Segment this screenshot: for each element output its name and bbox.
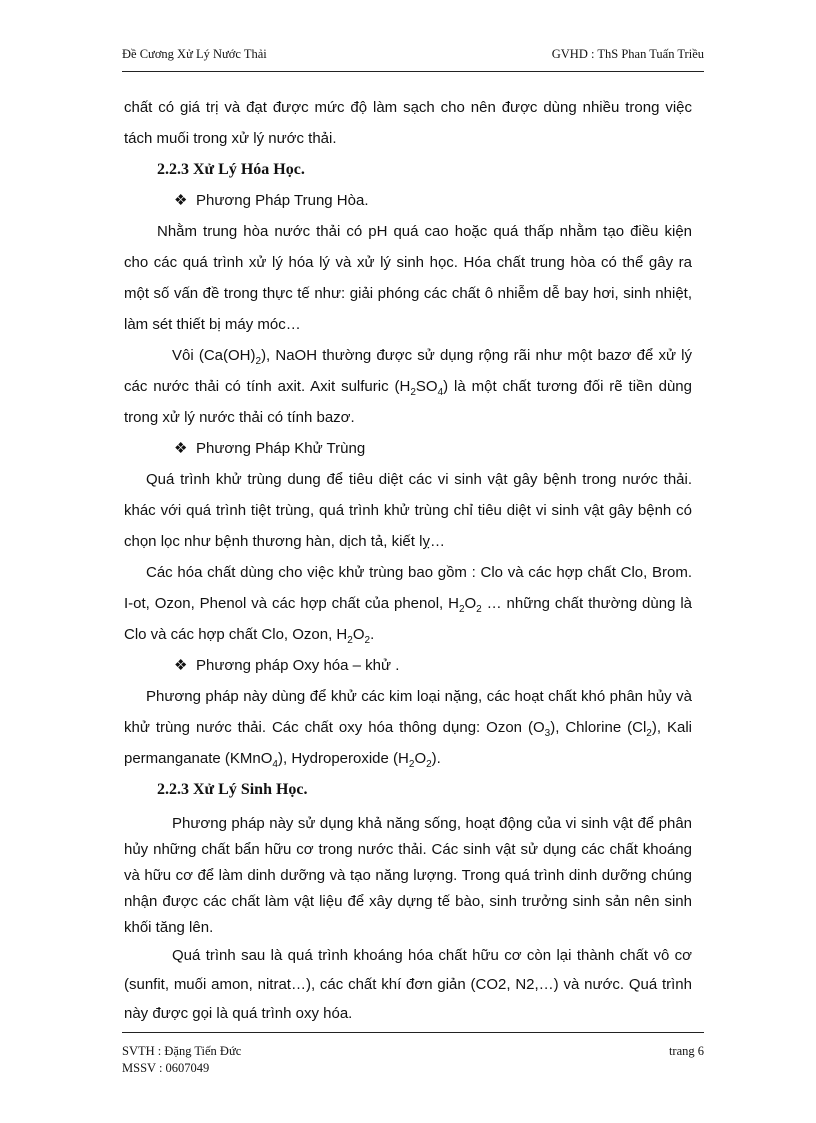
- bullet-label: Phương Pháp Trung Hòa.: [196, 192, 369, 209]
- diamond-bullet-icon: ❖: [174, 192, 188, 209]
- header-rule: [122, 71, 704, 72]
- header-supervisor: GVHD : ThS Phan Tuấn Triều: [551, 47, 704, 61]
- bullet-label: Phương Pháp Khử Trùng: [196, 440, 366, 457]
- paragraph-mineralization: Quá trình sau là quá trình khoáng hóa chất hữu cơ còn lại thành chất vô cơ (sunfit, muối amon, nitrat…), các chất khí đơn giản (CO2, N2,…) và nước. Quá trình này được gọi là quá trình oxy hóa.: [124, 947, 692, 1022]
- paragraph-redox: Phương pháp này dùng để khử các kim loại nặng, các hoạt chất khó phân hủy và khử trùng nước thải. Các chất oxy hóa thông dụng: Ozon $(O_3)$, Chlorine $(Cl_2)$, Kali permanganate (KMnO$_4$), Hydroperoxide $(H_2O_2)$.: [124, 688, 692, 770]
- header-title: Đề Cương Xử Lý Nước Thải: [122, 47, 267, 61]
- paragraph-lime-naoh: Vôi $(Ca(OH)_2)$, NaOH thường được sử dụng rộng rãi như một bazơ để xử lý các nước thải có tính axit. Axit sulfuric $(H_2SO_4)$ là một chất tương đối rẽ tiền dùng trong xử lý nước thải có tính bazơ.: [124, 347, 692, 426]
- section-heading-chemical: 2.2.3 Xử Lý Hóa Học.: [157, 161, 305, 178]
- bullet-label: Phương pháp Oxy hóa – khử .: [196, 657, 400, 674]
- paragraph-disinfection-chemicals: Các hóa chất dùng cho việc khử trùng bao gồm : Clo và các hợp chất Clo, Brom. I-ot, Ozon, Phenol và các hợp chất của phenol, $H_2O_2$ … những chất thường dùng là Clo và các hợp chất Clo, Ozon, $H_2O_2$.: [124, 564, 692, 646]
- page-number: trang 6: [668, 1044, 704, 1058]
- page-footer: [122, 1043, 704, 1077]
- bullet-disinfection: [124, 433, 692, 464]
- section-heading-biological: 2.2.3 Xử Lý Sinh Học.: [157, 781, 308, 798]
- paragraph-continuation: chất có giá trị và đạt được mức độ làm sạch cho nên được dùng nhiều trong việc tách muối trong xử lý nước thải.: [124, 99, 692, 147]
- page-header: [122, 47, 704, 62]
- document-body: [124, 92, 692, 1028]
- paragraph-biological: Phương pháp này sử dụng khả năng sống, hoạt động của vi sinh vật để phân hủy những chất bẩn hữu cơ trong nước thải. Các sinh vật sử dụng các chất khoáng và hữu cơ để làm dinh dưỡng và tạo năng lượng. Trong quá trình dinh dưỡng chúng nhận được các chất làm vật liệu để xây dựng tế bào, sinh trưởng sinh sản nên sinh khối tăng lên.: [124, 815, 692, 936]
- footer-student-id: MSSV : 0607049: [122, 1061, 210, 1075]
- bullet-neutralization: [124, 185, 692, 216]
- footer-rule: [122, 1032, 704, 1033]
- bullet-redox: [124, 650, 692, 681]
- paragraph-disinfection: Quá trình khử trùng dung để tiêu diệt các vi sinh vật gây bệnh trong nước thải. khác với quá trình tiệt trùng, quá trình khử trùng chỉ tiêu diệt vi sinh vật gây bệnh có chọn lọc như bệnh thương hàn, dịch tả, kiết lỵ…: [124, 471, 692, 550]
- diamond-bullet-icon: ❖: [174, 657, 188, 674]
- paragraph-neutralization: Nhằm trung hòa nước thải có pH quá cao hoặc quá thấp nhằm tạo điều kiện cho các quá trình xử lý hóa lý và xử lý sinh học. Hóa chất trung hòa có thể gây ra một số vấn đề trong thực tế như: giải phóng các chất ô nhiễm dễ bay hơi, sinh nhiệt, làm sét thiết bị máy móc…: [124, 223, 692, 333]
- footer-student: SVTH : Đặng Tiến Đức: [122, 1044, 242, 1058]
- diamond-bullet-icon: ❖: [174, 440, 188, 457]
